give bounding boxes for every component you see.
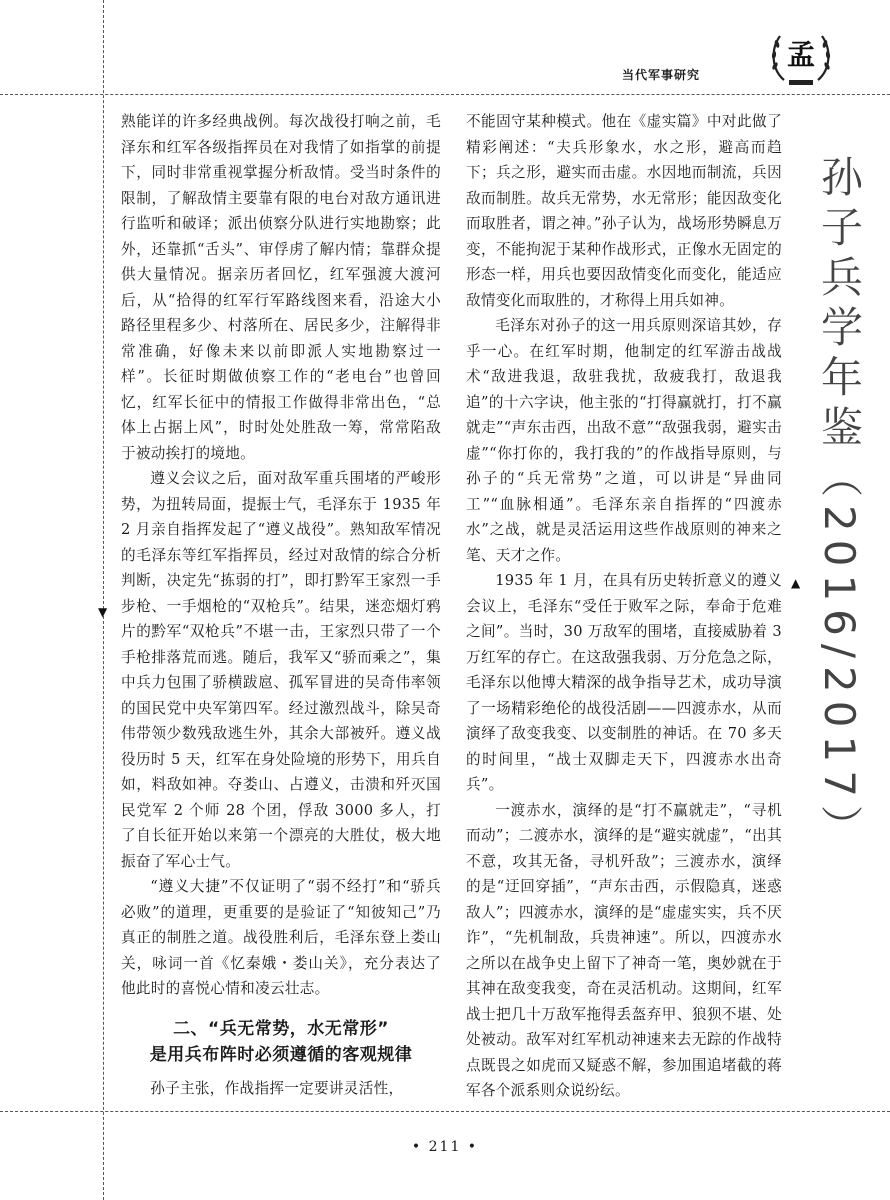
section-heading-line-2: 是用兵布阵时必须遵循的客观规律 xyxy=(149,1044,413,1065)
down-triangle-marker-icon: ▼ xyxy=(98,605,108,619)
section-heading xyxy=(121,1016,441,1068)
paragraph: “遵义大捷”不仅证明了“弱不经打”和“骄兵必败”的道理，更重要的是验证了“知彼知己”乃真正的制胜之道。战役胜利后，毛泽东登上娄山关，咏词一首《忆秦娥・娄山关》，充分表达了他此时的喜悦心情和凌云壮志。 xyxy=(121,878,441,997)
logo-glyph: 孟 xyxy=(786,38,815,71)
section-heading-line-1: 二、“兵无常势，水无常形” xyxy=(173,1018,389,1039)
up-triangle-marker-icon: ▲ xyxy=(791,576,801,590)
yearbook-side-title: 孙子兵学年鉴（2016/2017） xyxy=(815,155,864,855)
gutter-dashed-line-vertical xyxy=(103,0,104,1200)
journal-title: 当代军事研究 xyxy=(622,68,701,82)
paragraph: 遵义会议之后，面对敌军重兵围堵的严峻形势，为扭转局面，提振士气，毛泽东于 1935 年 2 月亲自指挥发起了“遵义战役”。熟知敌军情况的毛泽东等红军指挥员，经过对敌情的综合分析判断，决定先“拣弱的打”，即打黔军王家烈一手步枪、一手烟枪的“双枪兵”。结果，迷恋烟灯鸦片的黔军“双枪兵”不堪一击，王家烈只带了一个手枪排落荒而逃。随后，我军又“骄而乘之”，集中兵力包围了骄横跋扈、孤军冒进的吴奇伟率领的国民党中央军第四军。经过激烈战斗，除吴奇伟带领少数残敌逃生外，其余大部被歼。遵义战役历时 5 天，红军在身处险境的形势下，用兵自如，料敌如神。夺娄山、占遵义，击溃和歼灭国民党军 2 个师 28 个团，俘敌 3000 多人，打了自长征开始以来第一个漂亮的大胜仗，极大地振奋了军心士气。 xyxy=(121,470,441,870)
paragraph: 孙子主张，作战指挥一定要讲灵活性， xyxy=(150,1079,404,1097)
paragraph: 毛泽东对孙子的这一用兵原则深谙其妙，存乎一心。在红军时期，他制定的红军游击战战术“敌进我退，敌驻我扰，敌疲我打，敌退我追”的十六字诀，他主张的“打得赢就打，打不赢就走”“声东击西，出敌不意”“敌强我弱，避实击虚”“你打你的，我打我的”的作战指导原则，与孙子的“兵无常势”之道，可以讲是“异曲同工”“血脉相通”。毛泽东亲自指挥的“四渡赤水”之战，就是灵活运用这些作战原则的神来之笔、天才之作。 xyxy=(466,317,782,564)
paragraph: 不能固守某种模式。他在《虚实篇》中对此做了精彩阐述：“夫兵形象水，水之形，避高而趋下；兵之形，避实而击虚。水因地而制流，兵因敌而制胜。故兵无常势，水无常形；能因敌变化而取胜者，谓之神。”孙子认为，战场形势瞬息万变，不能拘泥于某种作战形式，正像水无固定的形态一样，用兵也要因敌情变化而变化，能适应敌情变化而取胜的，才称得上用兵如神。 xyxy=(466,113,782,309)
yearbook-logo-icon xyxy=(766,22,836,92)
left-column xyxy=(121,109,441,1101)
paragraph: 熟能详的许多经典战例。每次战役打响之前，毛泽东和红军各级指挥员在对我情了如指掌的前提下，同时非常重视掌握分析敌情。受当时条件的限制，了解敌情主要靠有限的电台对敌方通讯进行监听和破译；派出侦察分队进行实地勘察；此外，还靠抓“舌头”、审俘虏了解内情；靠群众提供大量情况。据亲历者回忆，红军强渡大渡河后，从“拾得的红军行军路线图来看，沿途大小路径里程多少、村落所在、居民多少，注解得非常准确，好像未来以前即派人实地勘察过一样”。长征时期做侦察工作的“老电台”也曾回忆，红军长征中的情报工作做得非常出色，“总体上占据上风”，时时处处胜敌一筹，常常陷敌于被动挨打的境地。 xyxy=(121,113,441,462)
footer-dashed-line xyxy=(0,1111,890,1112)
right-column xyxy=(466,109,782,1104)
paragraph: 1935 年 1 月，在具有历史转折意义的遵义会议上，毛泽东“受任于败军之际，奉命于危难之间”。当时，30 万敌军的围堵，直接威胁着 3 万红军的存亡。在这敌强我弱、万分危急之际，毛泽东以他博大精深的战争指导艺术，成功导演了一场精彩绝伦的战役活剧——四渡赤水，从而演绎了敌变我变、以变制胜的神话。在 70 多天的时间里，“战士双脚走天下，四渡赤水出奇兵”。 xyxy=(466,572,782,793)
paragraph: 一渡赤水，演绎的是“打不赢就走”，“寻机而动”；二渡赤水，演绎的是“避实就虚”，“出其不意，攻其无备，寻机歼敌”；三渡赤水，演绎的是“迂回穿插”，“声东击西，示假隐真，迷惑敌人”；四渡赤水，演绎的是“虚虚实实，兵不厌诈”，“先机制敌，兵贵神速”。所以，四渡赤水之所以在战争史上留下了神奇一笔，奥妙就在于其神在敌变我变，奇在灵活机动。这期间，红军战士把几十万敌军拖得丢盔弃甲、狼狈不堪、处处被动。敌军对红军机动神速来去无踪的作战特点既畏之如虎而又疑惑不解，参加围追堵截的蒋军各个派系则众说纷纭。 xyxy=(466,801,782,1099)
page-number: • 211 • xyxy=(411,1139,479,1155)
header-dashed-line xyxy=(0,94,890,95)
